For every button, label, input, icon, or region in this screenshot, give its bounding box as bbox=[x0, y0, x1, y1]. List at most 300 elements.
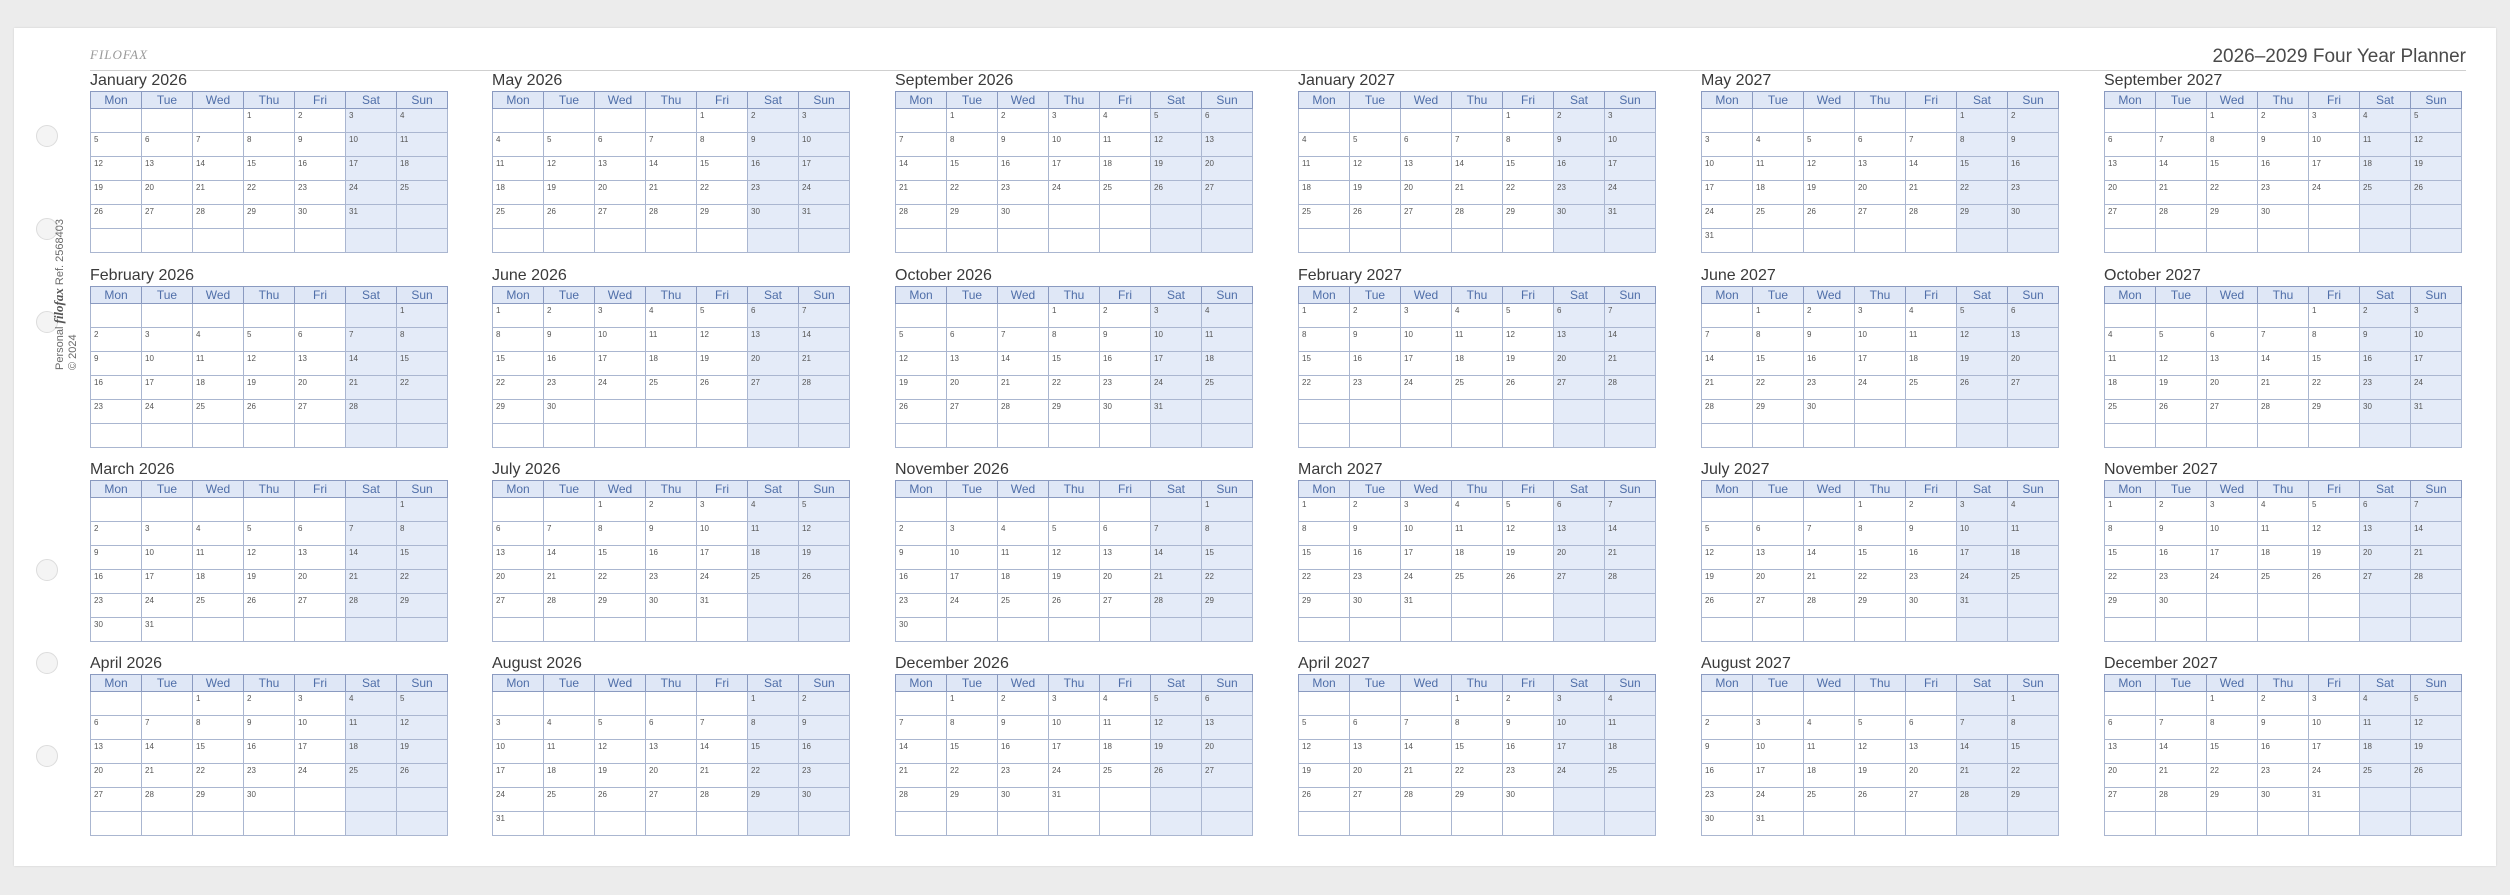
day-cell: 1 bbox=[947, 109, 998, 133]
day-cell: 24 bbox=[493, 788, 544, 812]
day-cell: 31 bbox=[1049, 788, 1100, 812]
empty-cell bbox=[1906, 812, 1957, 836]
empty-cell bbox=[2309, 229, 2360, 253]
day-cell: 4 bbox=[1906, 304, 1957, 328]
empty-cell bbox=[1350, 812, 1401, 836]
empty-cell bbox=[2411, 424, 2462, 448]
day-cell: 10 bbox=[493, 740, 544, 764]
weekday-header: Tue bbox=[1350, 92, 1401, 109]
day-cell: 16 bbox=[1702, 764, 1753, 788]
day-cell: 15 bbox=[1957, 157, 2008, 181]
week-row bbox=[1299, 109, 1656, 133]
week-row bbox=[896, 400, 1253, 424]
day-cell: 22 bbox=[397, 376, 448, 400]
empty-cell bbox=[1503, 594, 1554, 618]
month-calendar bbox=[492, 653, 850, 836]
day-cell: 2 bbox=[244, 692, 295, 716]
weekday-header: Wed bbox=[2207, 92, 2258, 109]
empty-cell bbox=[2360, 618, 2411, 642]
day-cell: 29 bbox=[1503, 205, 1554, 229]
week-row bbox=[1299, 522, 1656, 546]
day-cell: 5 bbox=[2156, 328, 2207, 352]
week-row bbox=[493, 522, 850, 546]
day-cell: 28 bbox=[896, 205, 947, 229]
week-row bbox=[1702, 546, 2059, 570]
day-cell: 28 bbox=[1804, 594, 1855, 618]
day-cell: 8 bbox=[2008, 716, 2059, 740]
day-cell: 19 bbox=[244, 376, 295, 400]
day-cell: 11 bbox=[2360, 133, 2411, 157]
day-cell: 23 bbox=[91, 400, 142, 424]
day-cell: 21 bbox=[2411, 546, 2462, 570]
day-cell: 12 bbox=[1151, 716, 1202, 740]
day-cell: 27 bbox=[646, 788, 697, 812]
month-name: January 2026 bbox=[90, 72, 187, 89]
weekday-header: Thu bbox=[1452, 287, 1503, 304]
empty-cell bbox=[2105, 424, 2156, 448]
weekday-header: Mon bbox=[1702, 92, 1753, 109]
day-cell: 8 bbox=[1299, 328, 1350, 352]
empty-cell bbox=[1804, 229, 1855, 253]
day-cell: 20 bbox=[1855, 181, 1906, 205]
day-cell: 15 bbox=[697, 157, 748, 181]
week-row bbox=[1702, 400, 2059, 424]
day-cell: 7 bbox=[1906, 133, 1957, 157]
day-cell: 23 bbox=[295, 181, 346, 205]
day-cell: 6 bbox=[2008, 304, 2059, 328]
empty-cell bbox=[1350, 229, 1401, 253]
weekday-header: Wed bbox=[595, 287, 646, 304]
day-cell: 5 bbox=[1702, 522, 1753, 546]
week-row bbox=[91, 716, 448, 740]
empty-cell bbox=[998, 618, 1049, 642]
empty-cell bbox=[2258, 618, 2309, 642]
empty-cell bbox=[1605, 400, 1656, 424]
day-cell: 30 bbox=[799, 788, 850, 812]
empty-cell bbox=[748, 594, 799, 618]
day-cell: 3 bbox=[1702, 133, 1753, 157]
day-cell: 26 bbox=[2156, 400, 2207, 424]
month-name: June 2027 bbox=[1701, 267, 1776, 284]
day-cell: 19 bbox=[595, 764, 646, 788]
day-cell: 2 bbox=[1702, 716, 1753, 740]
day-cell: 13 bbox=[646, 740, 697, 764]
weekday-header: Tue bbox=[947, 675, 998, 692]
day-cell: 1 bbox=[697, 109, 748, 133]
weekday-header: Tue bbox=[2156, 481, 2207, 498]
weekday-header: Mon bbox=[896, 675, 947, 692]
empty-cell bbox=[397, 788, 448, 812]
empty-cell bbox=[1855, 424, 1906, 448]
week-row bbox=[2105, 764, 2462, 788]
day-cell: 1 bbox=[1503, 109, 1554, 133]
week-row bbox=[896, 205, 1253, 229]
empty-cell bbox=[947, 498, 998, 522]
day-cell: 24 bbox=[1401, 376, 1452, 400]
day-cell: 30 bbox=[1702, 812, 1753, 836]
day-cell: 25 bbox=[193, 594, 244, 618]
week-row bbox=[2105, 157, 2462, 181]
day-cell: 22 bbox=[244, 181, 295, 205]
day-cell: 14 bbox=[799, 328, 850, 352]
day-cell: 19 bbox=[1702, 570, 1753, 594]
day-cell: 14 bbox=[1605, 522, 1656, 546]
month-name: January 2027 bbox=[1298, 72, 1395, 89]
day-cell: 14 bbox=[1906, 157, 1957, 181]
day-cell: 7 bbox=[1401, 716, 1452, 740]
day-cell: 23 bbox=[799, 764, 850, 788]
day-cell: 21 bbox=[1906, 181, 1957, 205]
weekday-header: Sat bbox=[1151, 481, 1202, 498]
weekday-header: Fri bbox=[2309, 92, 2360, 109]
day-cell: 7 bbox=[1605, 304, 1656, 328]
empty-cell bbox=[397, 205, 448, 229]
empty-cell bbox=[1605, 229, 1656, 253]
weekday-header: Mon bbox=[1299, 287, 1350, 304]
empty-cell bbox=[493, 692, 544, 716]
empty-cell bbox=[1452, 424, 1503, 448]
week-row bbox=[493, 205, 850, 229]
day-cell: 27 bbox=[142, 205, 193, 229]
empty-cell bbox=[295, 304, 346, 328]
empty-cell bbox=[595, 424, 646, 448]
empty-cell bbox=[91, 498, 142, 522]
day-cell: 26 bbox=[1151, 764, 1202, 788]
day-cell: 21 bbox=[1957, 764, 2008, 788]
day-cell: 4 bbox=[748, 498, 799, 522]
week-row bbox=[91, 133, 448, 157]
weekday-header: Mon bbox=[2105, 92, 2156, 109]
weekday-header: Fri bbox=[1503, 92, 1554, 109]
day-cell: 28 bbox=[346, 400, 397, 424]
day-cell: 4 bbox=[544, 716, 595, 740]
day-cell: 5 bbox=[1151, 109, 1202, 133]
day-cell: 19 bbox=[799, 546, 850, 570]
day-cell: 14 bbox=[896, 740, 947, 764]
weekday-header: Wed bbox=[1401, 675, 1452, 692]
weekday-header: Wed bbox=[595, 675, 646, 692]
day-cell: 7 bbox=[2258, 328, 2309, 352]
day-cell: 12 bbox=[244, 352, 295, 376]
day-cell: 27 bbox=[2105, 788, 2156, 812]
weekday-header: Sat bbox=[1957, 287, 2008, 304]
day-cell: 6 bbox=[2105, 133, 2156, 157]
empty-cell bbox=[1804, 424, 1855, 448]
day-cell: 5 bbox=[1855, 716, 1906, 740]
day-cell: 16 bbox=[998, 157, 1049, 181]
empty-cell bbox=[1753, 109, 1804, 133]
day-cell: 2 bbox=[1350, 304, 1401, 328]
weekday-header: Fri bbox=[1100, 287, 1151, 304]
day-cell: 22 bbox=[2207, 181, 2258, 205]
day-cell: 7 bbox=[2411, 498, 2462, 522]
day-cell: 15 bbox=[2309, 352, 2360, 376]
weekday-header: Wed bbox=[193, 481, 244, 498]
week-row bbox=[2105, 594, 2462, 618]
day-cell: 24 bbox=[1049, 764, 1100, 788]
empty-cell bbox=[544, 692, 595, 716]
day-cell: 8 bbox=[748, 716, 799, 740]
day-cell: 19 bbox=[896, 376, 947, 400]
week-row bbox=[1299, 812, 1656, 836]
day-cell: 26 bbox=[1350, 205, 1401, 229]
day-cell: 9 bbox=[295, 133, 346, 157]
empty-cell bbox=[1702, 304, 1753, 328]
week-row bbox=[896, 740, 1253, 764]
day-cell: 26 bbox=[2309, 570, 2360, 594]
empty-cell bbox=[1350, 618, 1401, 642]
empty-cell bbox=[1202, 424, 1253, 448]
day-cell: 16 bbox=[2156, 546, 2207, 570]
empty-cell bbox=[1804, 109, 1855, 133]
day-cell: 7 bbox=[2156, 716, 2207, 740]
weekday-header-row bbox=[896, 675, 1253, 692]
day-cell: 11 bbox=[1452, 522, 1503, 546]
week-row bbox=[2105, 570, 2462, 594]
empty-cell bbox=[2156, 692, 2207, 716]
day-cell: 18 bbox=[346, 740, 397, 764]
weekday-header: Sat bbox=[2360, 675, 2411, 692]
day-cell: 20 bbox=[595, 181, 646, 205]
empty-cell bbox=[544, 424, 595, 448]
day-cell: 11 bbox=[1100, 133, 1151, 157]
day-cell: 16 bbox=[244, 740, 295, 764]
month-calendar bbox=[1298, 653, 1656, 836]
week-row bbox=[2105, 692, 2462, 716]
day-cell: 17 bbox=[1049, 157, 1100, 181]
month-name: October 2027 bbox=[2104, 267, 2201, 284]
empty-cell bbox=[1503, 229, 1554, 253]
day-cell: 25 bbox=[646, 376, 697, 400]
day-cell: 20 bbox=[2105, 181, 2156, 205]
empty-cell bbox=[142, 812, 193, 836]
month-table bbox=[895, 91, 1253, 253]
day-cell: 18 bbox=[1299, 181, 1350, 205]
day-cell: 2 bbox=[1350, 498, 1401, 522]
day-cell: 21 bbox=[799, 352, 850, 376]
day-cell: 4 bbox=[1753, 133, 1804, 157]
weekday-header: Fri bbox=[295, 481, 346, 498]
empty-cell bbox=[2411, 594, 2462, 618]
weekday-header: Tue bbox=[1753, 675, 1804, 692]
day-cell: 7 bbox=[2156, 133, 2207, 157]
weekday-header-row bbox=[896, 481, 1253, 498]
empty-cell bbox=[1753, 424, 1804, 448]
weekday-header: Sun bbox=[799, 92, 850, 109]
day-cell: 21 bbox=[2156, 764, 2207, 788]
day-cell: 5 bbox=[1151, 692, 1202, 716]
day-cell: 28 bbox=[1452, 205, 1503, 229]
day-cell: 7 bbox=[142, 716, 193, 740]
day-cell: 16 bbox=[1350, 546, 1401, 570]
day-cell: 25 bbox=[397, 181, 448, 205]
week-row bbox=[1299, 764, 1656, 788]
weekday-header: Sat bbox=[1151, 287, 1202, 304]
month-name: August 2027 bbox=[1701, 655, 1791, 672]
day-cell: 25 bbox=[1906, 376, 1957, 400]
day-cell: 8 bbox=[947, 716, 998, 740]
week-row bbox=[493, 740, 850, 764]
day-cell: 23 bbox=[1503, 764, 1554, 788]
day-cell: 5 bbox=[799, 498, 850, 522]
day-cell: 22 bbox=[748, 764, 799, 788]
empty-cell bbox=[748, 618, 799, 642]
weekday-header-row bbox=[1702, 675, 2059, 692]
month-table bbox=[895, 286, 1253, 448]
day-cell: 9 bbox=[1906, 522, 1957, 546]
weekday-header: Fri bbox=[1100, 481, 1151, 498]
day-cell: 10 bbox=[2411, 328, 2462, 352]
empty-cell bbox=[646, 812, 697, 836]
weekday-header: Tue bbox=[2156, 287, 2207, 304]
day-cell: 17 bbox=[1957, 546, 2008, 570]
day-cell: 13 bbox=[1202, 716, 1253, 740]
day-cell: 5 bbox=[595, 716, 646, 740]
day-cell: 13 bbox=[1100, 546, 1151, 570]
day-cell: 14 bbox=[1804, 546, 1855, 570]
day-cell: 24 bbox=[2309, 764, 2360, 788]
day-cell: 9 bbox=[998, 716, 1049, 740]
day-cell: 6 bbox=[947, 328, 998, 352]
day-cell: 28 bbox=[697, 788, 748, 812]
month-name: February 2027 bbox=[1298, 267, 1403, 284]
day-cell: 16 bbox=[748, 157, 799, 181]
day-cell: 13 bbox=[295, 546, 346, 570]
month-table bbox=[1701, 480, 2059, 642]
day-cell: 19 bbox=[1957, 352, 2008, 376]
empty-cell bbox=[595, 229, 646, 253]
week-row bbox=[1299, 229, 1656, 253]
week-row bbox=[1702, 424, 2059, 448]
day-cell: 2 bbox=[1503, 692, 1554, 716]
day-cell: 6 bbox=[646, 716, 697, 740]
weekday-header-row bbox=[1299, 92, 1656, 109]
day-cell: 7 bbox=[1151, 522, 1202, 546]
day-cell: 11 bbox=[193, 546, 244, 570]
month-calendar bbox=[895, 459, 1253, 642]
day-cell: 8 bbox=[1299, 522, 1350, 546]
week-row bbox=[2105, 109, 2462, 133]
day-cell: 29 bbox=[697, 205, 748, 229]
day-cell: 21 bbox=[1702, 376, 1753, 400]
weekday-header: Fri bbox=[2309, 287, 2360, 304]
day-cell: 1 bbox=[595, 498, 646, 522]
day-cell: 11 bbox=[1452, 328, 1503, 352]
day-cell: 16 bbox=[1350, 352, 1401, 376]
empty-cell bbox=[1957, 692, 2008, 716]
day-cell: 7 bbox=[1957, 716, 2008, 740]
weekday-header: Thu bbox=[2258, 92, 2309, 109]
day-cell: 1 bbox=[1855, 498, 1906, 522]
empty-cell bbox=[1452, 109, 1503, 133]
day-cell: 9 bbox=[91, 546, 142, 570]
week-row bbox=[896, 498, 1253, 522]
day-cell: 15 bbox=[595, 546, 646, 570]
weekday-header: Fri bbox=[697, 287, 748, 304]
day-cell: 3 bbox=[142, 522, 193, 546]
week-row bbox=[91, 522, 448, 546]
empty-cell bbox=[1503, 424, 1554, 448]
reference-copyright: © 2024 bbox=[67, 334, 79, 370]
empty-cell bbox=[493, 618, 544, 642]
day-cell: 6 bbox=[1202, 692, 1253, 716]
day-cell: 20 bbox=[1554, 352, 1605, 376]
week-row bbox=[1702, 304, 2059, 328]
empty-cell bbox=[295, 812, 346, 836]
empty-cell bbox=[1855, 692, 1906, 716]
week-row bbox=[896, 570, 1253, 594]
day-cell: 9 bbox=[998, 133, 1049, 157]
day-cell: 9 bbox=[1503, 716, 1554, 740]
day-cell: 17 bbox=[2309, 157, 2360, 181]
empty-cell bbox=[1401, 424, 1452, 448]
empty-cell bbox=[2360, 205, 2411, 229]
month-calendar bbox=[1298, 265, 1656, 448]
empty-cell bbox=[295, 229, 346, 253]
reference-label: Personal bbox=[54, 326, 66, 370]
weekday-header: Mon bbox=[91, 287, 142, 304]
month-name: April 2026 bbox=[90, 655, 163, 672]
day-cell: 25 bbox=[1452, 570, 1503, 594]
day-cell: 20 bbox=[1401, 181, 1452, 205]
week-row bbox=[1299, 328, 1656, 352]
weekday-header: Wed bbox=[1401, 481, 1452, 498]
week-row bbox=[896, 594, 1253, 618]
week-row bbox=[91, 424, 448, 448]
empty-cell bbox=[2105, 812, 2156, 836]
brand-logo: FILOFAX bbox=[90, 47, 149, 62]
empty-cell bbox=[697, 400, 748, 424]
month-calendar bbox=[1298, 70, 1656, 253]
weekday-header-row bbox=[1702, 92, 2059, 109]
month-calendar bbox=[2104, 70, 2462, 253]
weekday-header: Wed bbox=[595, 481, 646, 498]
month-calendar bbox=[492, 459, 850, 642]
weekday-header: Sat bbox=[1554, 481, 1605, 498]
day-cell: 1 bbox=[244, 109, 295, 133]
day-cell: 31 bbox=[1957, 594, 2008, 618]
day-cell: 13 bbox=[2207, 352, 2258, 376]
week-row bbox=[91, 594, 448, 618]
day-cell: 13 bbox=[595, 157, 646, 181]
weekday-header: Tue bbox=[142, 481, 193, 498]
day-cell: 2 bbox=[91, 328, 142, 352]
empty-cell bbox=[947, 812, 998, 836]
week-row bbox=[493, 376, 850, 400]
day-cell: 8 bbox=[1855, 522, 1906, 546]
month-calendar bbox=[895, 70, 1253, 253]
month-calendar bbox=[2104, 459, 2462, 642]
day-cell: 1 bbox=[1753, 304, 1804, 328]
week-row bbox=[493, 133, 850, 157]
binder-hole bbox=[36, 652, 58, 674]
week-row bbox=[493, 109, 850, 133]
weekday-header: Thu bbox=[244, 675, 295, 692]
day-cell: 14 bbox=[142, 740, 193, 764]
weekday-header: Wed bbox=[1804, 92, 1855, 109]
day-cell: 19 bbox=[1151, 740, 1202, 764]
week-row bbox=[1702, 205, 2059, 229]
day-cell: 12 bbox=[2411, 133, 2462, 157]
day-cell: 4 bbox=[397, 109, 448, 133]
day-cell: 22 bbox=[595, 570, 646, 594]
day-cell: 11 bbox=[1906, 328, 1957, 352]
weekday-header: Mon bbox=[2105, 287, 2156, 304]
week-row bbox=[1702, 376, 2059, 400]
day-cell: 30 bbox=[998, 205, 1049, 229]
weekday-header: Fri bbox=[295, 92, 346, 109]
day-cell: 7 bbox=[799, 304, 850, 328]
